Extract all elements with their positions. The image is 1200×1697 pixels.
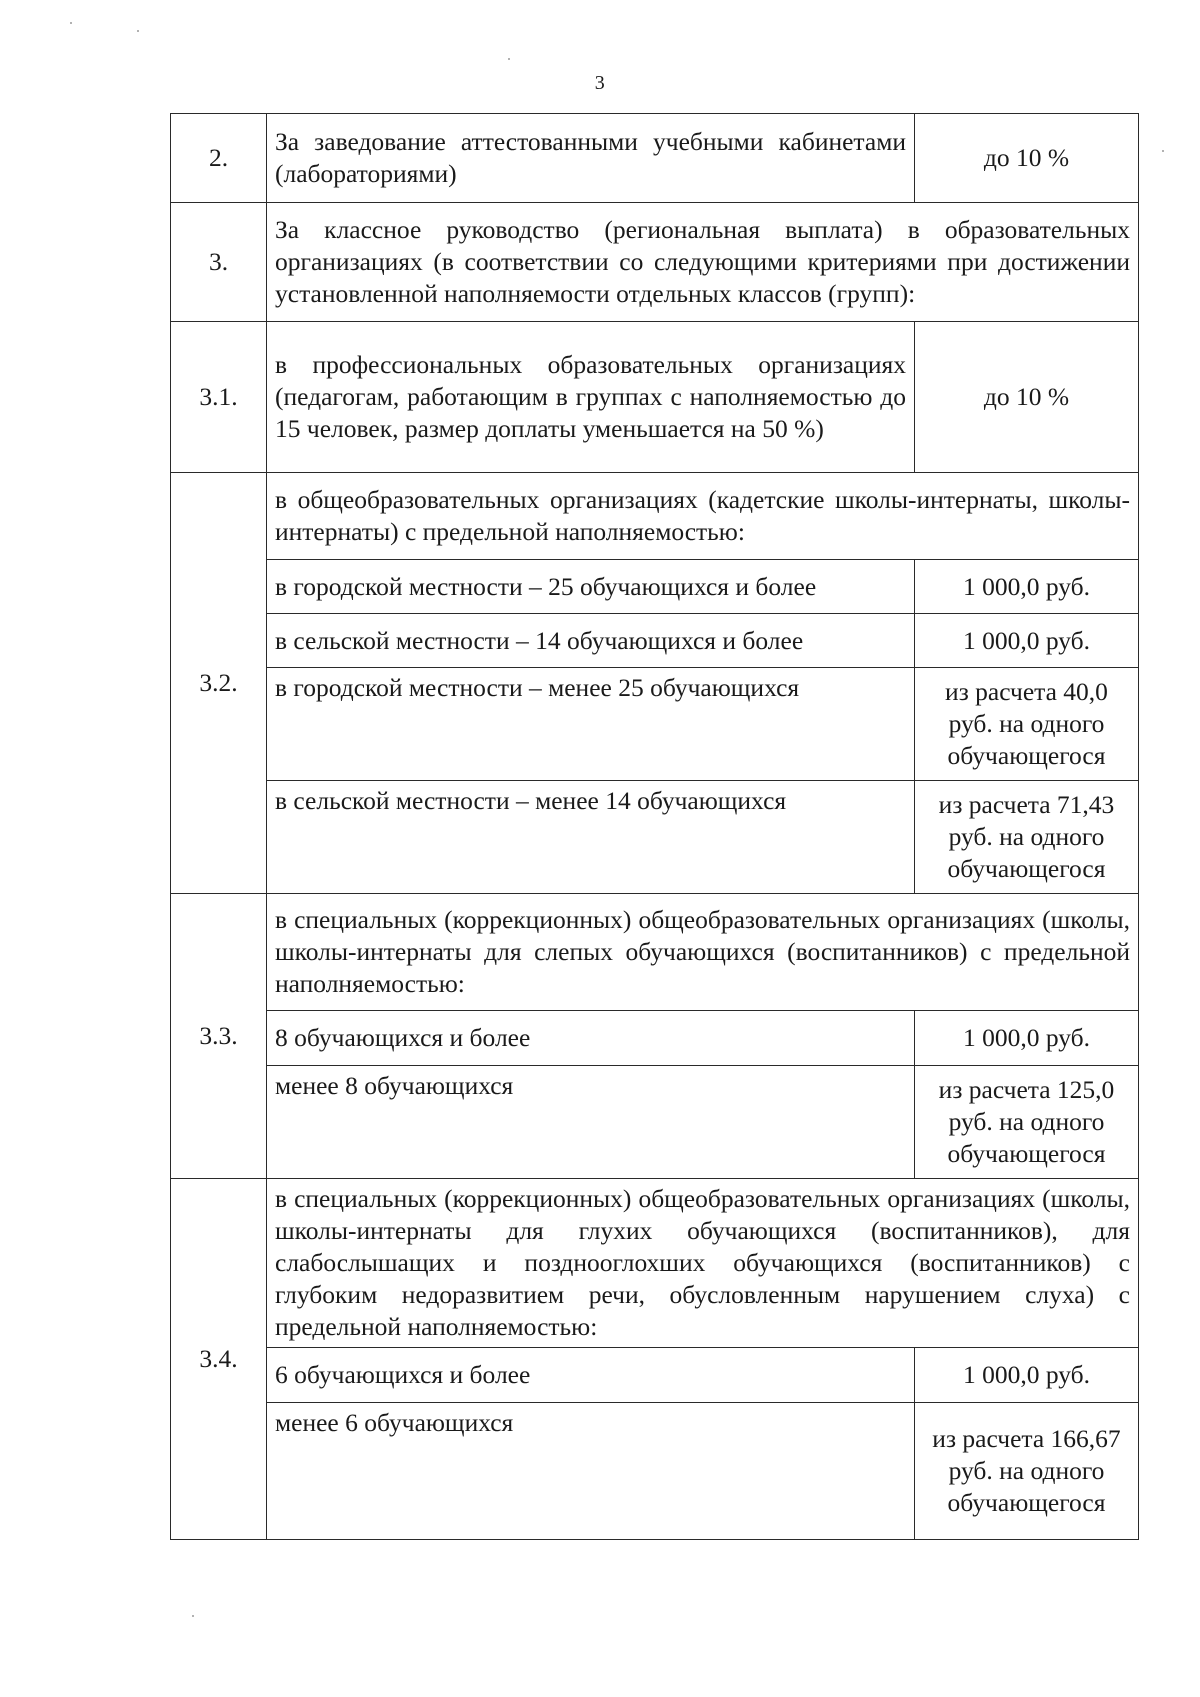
row-number: 3.4. [171, 1179, 267, 1540]
row-description: менее 8 обучающихся [267, 1066, 915, 1179]
table-row [171, 1403, 1139, 1540]
row-description: в сельской местности – 14 обучающихся и более [267, 614, 915, 668]
row-description: За классное руководство (региональная выплата) в образовательных организациях (в соответствии со следующими критериями при достижении установленной наполняемости отдельных классов (групп): [267, 203, 1139, 322]
row-value: 1 000,0 руб. [915, 560, 1139, 614]
scan-speck [1162, 150, 1164, 152]
row-description: в городской местности – менее 25 обучающихся [267, 668, 915, 781]
table-row [171, 114, 1139, 203]
row-value: из расчета 166,67 руб. на одного обучающегося [915, 1403, 1139, 1540]
row-number: 3.1. [171, 322, 267, 473]
table-row [171, 668, 1139, 781]
scan-speck [137, 30, 139, 32]
scan-speck [70, 22, 72, 24]
table-row [171, 473, 1139, 560]
section-header: в общеобразовательных организациях (кадетские школы-интернаты, школы-интернаты) с предельной наполняемостью: [267, 473, 1139, 560]
row-number: 3.2. [171, 473, 267, 894]
allowance-table [170, 113, 1139, 1540]
row-value: до 10 % [915, 114, 1139, 203]
table-row [171, 203, 1139, 322]
table-row [171, 614, 1139, 668]
row-number: 3. [171, 203, 267, 322]
table-row [171, 322, 1139, 473]
row-description: в профессиональных образовательных организациях (педагогам, работающим в группах с наполняемостью до 15 человек, размер доплаты уменьшается на 50 %) [267, 322, 915, 473]
row-value: из расчета 71,43 руб. на одного обучающегося [915, 781, 1139, 894]
row-value: 1 000,0 руб. [915, 1348, 1139, 1403]
row-value: 1 000,0 руб. [915, 614, 1139, 668]
table-row [171, 781, 1139, 894]
row-description: в городской местности – 25 обучающихся и более [267, 560, 915, 614]
table-row [171, 1348, 1139, 1403]
row-description: менее 6 обучающихся [267, 1403, 915, 1540]
table-row [171, 1066, 1139, 1179]
row-description: в сельской местности – менее 14 обучающихся [267, 781, 915, 894]
row-value: 1 000,0 руб. [915, 1011, 1139, 1066]
section-header: в специальных (коррекционных) общеобразовательных организациях (школы, школы-интернаты для слепых обучающихся (воспитанников) с предельной наполняемостью: [267, 894, 1139, 1011]
section-header: в специальных (коррекционных) общеобразовательных организациях (школы, школы-интернаты для глухих обучающихся (воспитанников), для слабослышащих и позднооглохших обучающихся (воспитанников) с глубоким недоразвитием речи, обусловленным нарушением слуха) с предельной наполняемостью: [267, 1179, 1139, 1348]
scan-speck [508, 58, 510, 60]
row-value: из расчета 125,0 руб. на одного обучающегося [915, 1066, 1139, 1179]
table-row [171, 560, 1139, 614]
row-number: 2. [171, 114, 267, 203]
row-value: до 10 % [915, 322, 1139, 473]
page-number: 3 [594, 72, 606, 94]
row-number: 3.3. [171, 894, 267, 1179]
row-description: 8 обучающихся и более [267, 1011, 915, 1066]
table-row [171, 1011, 1139, 1066]
row-value: из расчета 40,0 руб. на одного обучающегося [915, 668, 1139, 781]
row-description: За заведование аттестованными учебными кабинетами (лабораториями) [267, 114, 915, 203]
table-row [171, 894, 1139, 1011]
row-description: 6 обучающихся и более [267, 1348, 915, 1403]
scan-speck [192, 1615, 194, 1617]
table-row [171, 1179, 1139, 1348]
